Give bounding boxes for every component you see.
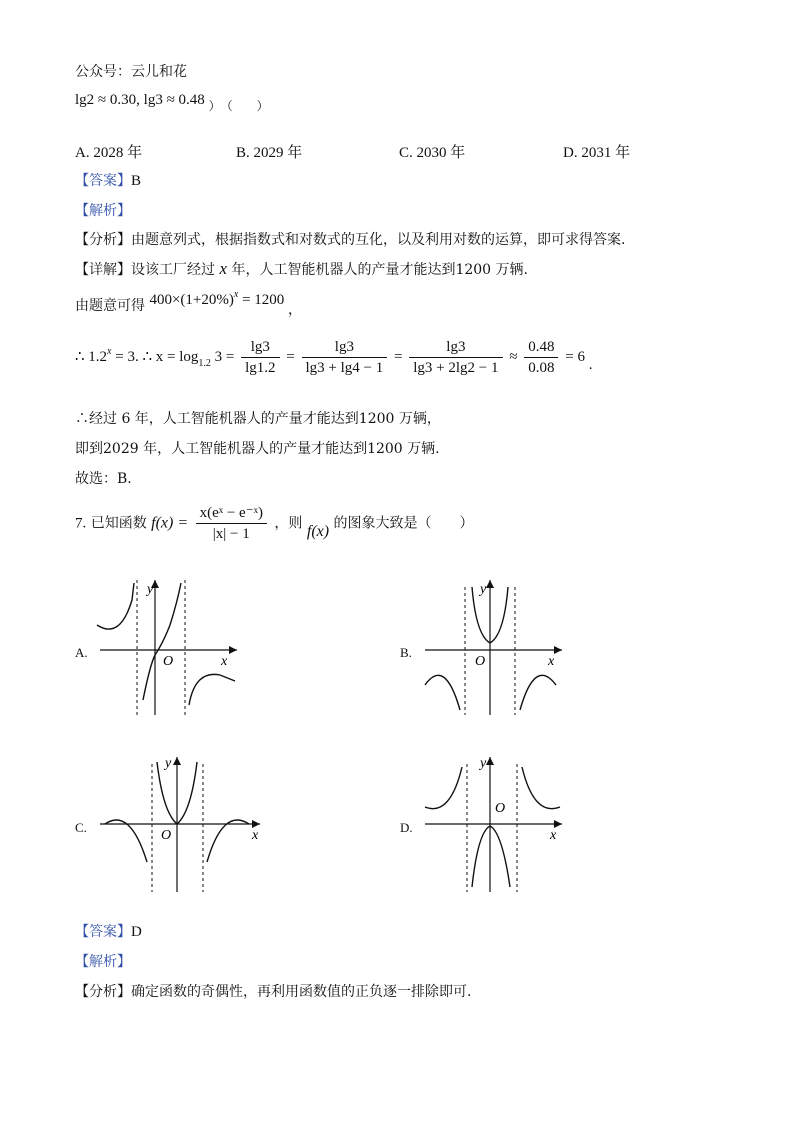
graph-c-letter: C. — [75, 820, 87, 835]
option-b: B. 2029 年 — [236, 145, 303, 161]
q7-stem: 7. 已知函数 f(x) = $\frac{\text{x(eˣ − e⁻ˣ)}}{|x| - 1}$ ，则 f(x) 的图象大致是（ ） — [75, 505, 474, 542]
graph-d — [420, 752, 570, 897]
answer-line — [75, 171, 141, 191]
analysis-tag: 【解析】 — [75, 203, 131, 219]
graph-a-origin: O — [163, 654, 174, 669]
fenxi-line — [75, 230, 625, 250]
conclusion-2: 即到2029 年，人工智能机器人的产量才能达到1200 万辆. — [75, 441, 440, 457]
given-logs: lg2 ≈ 0.30, lg3 ≈ 0.48 — [75, 92, 205, 108]
option-a: A. 2028 年 — [75, 145, 143, 161]
q7-analysis-tag: 【解析】 — [75, 954, 131, 970]
given-values — [75, 90, 269, 113]
graph-d-x-label: x — [550, 828, 557, 843]
step2-formula: ∴ 1.2$^x$ = 3. ∴ $x = \log_{1.2} 3$ = $\frac{\lg 3}{\lg 1.2}$ = $\frac{\lg 3}{\lg 3 + \lg 4 - 1}$ = $\frac{\lg 3}{\lg 3 + 2\lg 2 - 1}$ ≈ $\frac{0.48}{0.08}$ = 6 . — [75, 339, 593, 376]
graph-d-origin: O — [495, 801, 506, 816]
q7-fenxi-text: 确定函数的奇偶性，再利用函数值的正负逐一排除即可. — [131, 984, 472, 1000]
graph-d-y-label: y — [480, 756, 487, 771]
graph-a-letter: A. — [75, 645, 88, 660]
xiangjie-line: 【详解】设该工厂经过 x 年，人工智能机器人的产量才能达到1200 万辆. — [75, 259, 528, 278]
graph-c-x-label: x — [252, 828, 259, 843]
graph-b-letter: B. — [400, 645, 412, 660]
answer-value: B — [131, 173, 142, 189]
q7-answer-tag: 【答案】 — [75, 924, 131, 940]
q7-answer-line — [75, 922, 142, 942]
graph-a-y-label: y — [147, 582, 154, 597]
graph-b — [420, 575, 570, 720]
choice-paren: ） （ ） — [208, 99, 269, 113]
wechat-header: 公众号：云儿和花 — [75, 64, 187, 80]
xiangjie-tag: 【详解】 — [75, 262, 131, 278]
graph-b-x-label: x — [548, 654, 555, 669]
option-c: C. 2030 年 — [399, 145, 466, 161]
choose-line: 故选：B. — [75, 471, 132, 487]
graph-d-letter: D. — [400, 820, 413, 835]
graph-c-y-label: y — [165, 756, 172, 771]
graph-a — [95, 575, 245, 720]
answer-tag: 【答案】 — [75, 173, 131, 189]
fenxi-text: 由题意列式，根据指数式和对数式的互化，以及利用对数的运算，即可求得答案. — [131, 232, 626, 248]
graph-c — [95, 752, 270, 897]
q7-fenxi-line — [75, 982, 471, 1002]
option-d: D. 2031 年 — [563, 145, 631, 161]
graph-b-origin: O — [475, 654, 486, 669]
q7-fenxi-tag: 【分析】 — [75, 984, 131, 1000]
graph-a-x-label: x — [221, 654, 228, 669]
fenxi-tag: 【分析】 — [75, 232, 131, 248]
step1-line: 由题意可得 $400\times(1+20\%)^x = 1200$ ， — [75, 289, 303, 318]
conclusion-1: ∴经过 6 年，人工智能机器人的产量才能达到1200 万辆， — [75, 411, 441, 427]
graph-c-origin: O — [161, 828, 172, 843]
q7-answer-value: D — [131, 924, 142, 940]
graph-b-y-label: y — [480, 582, 487, 597]
